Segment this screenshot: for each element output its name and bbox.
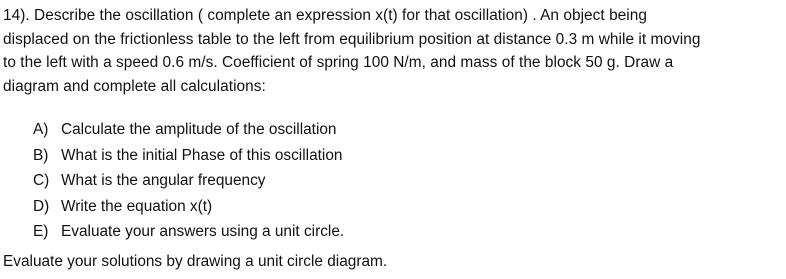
task-letter: B) (33, 146, 49, 164)
task-letter: C) (33, 172, 50, 190)
task-text: Calculate the amplitude of the oscillation (61, 121, 337, 138)
task-letter: E) (33, 223, 49, 241)
task-item-d (33, 194, 344, 220)
task-item-a (33, 117, 344, 143)
problem-line-1: 14). Describe the oscillation ( complete an expression x(t) for that oscillation) . An object being (3, 7, 647, 24)
task-item-b (33, 143, 344, 169)
problem-line-2: displaced on the frictionless table to the left from equilibrium position at distance 0.3 m while it moving (3, 30, 701, 48)
task-list (33, 117, 344, 245)
task-letter: D) (33, 197, 50, 215)
problem-line-3: to the left with a speed 0.6 m/s. Coefficient of spring 100 N/m, and mass of the block 50 g. Draw a (3, 54, 674, 71)
task-letter: A) (33, 121, 49, 138)
task-text: Evaluate your answers using a unit circle. (61, 223, 345, 241)
problem-statement (3, 4, 783, 98)
task-text: What is the initial Phase of this oscillation (61, 146, 343, 164)
task-text: Write the equation x(t) (61, 197, 213, 215)
task-item-e (33, 219, 344, 245)
problem-line-4: diagram and complete all calculations: (3, 77, 266, 95)
footer-instruction: Evaluate your solutions by drawing a unit circle diagram. (3, 253, 388, 270)
task-text: What is the angular frequency (61, 172, 266, 190)
task-item-c (33, 168, 344, 194)
